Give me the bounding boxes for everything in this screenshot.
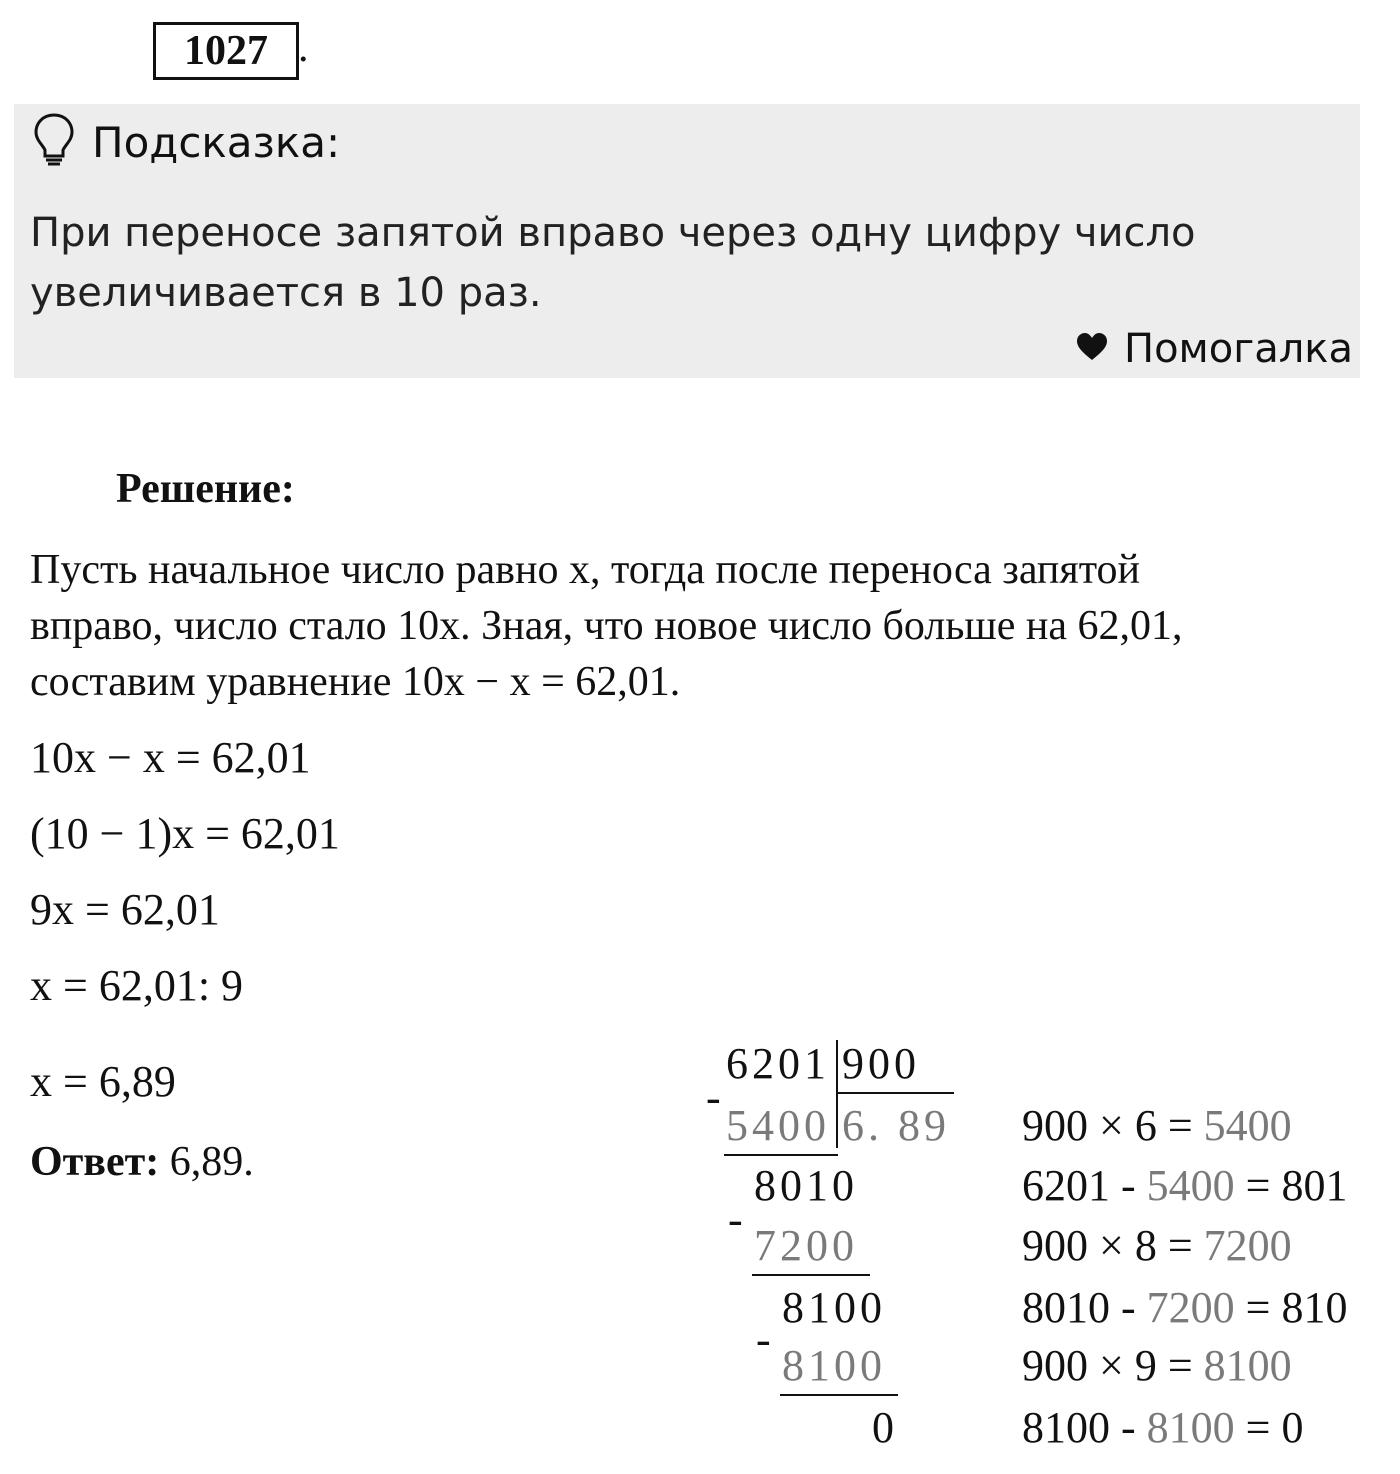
hint-text-line: При переносе запятой вправо через одну цифру число bbox=[30, 210, 1196, 256]
division-separator bbox=[836, 1040, 838, 1148]
hint-text-line: увеличивается в 10 раз. bbox=[30, 270, 542, 316]
answer-label: Ответ: bbox=[30, 1139, 160, 1185]
division-remainder: 8100 bbox=[782, 1283, 886, 1332]
solution-paragraph-line: Пусть начальное число равно x, тогда после переноса запятой bbox=[30, 547, 1140, 593]
heart-icon bbox=[1076, 332, 1108, 362]
division-remainder: 8010 bbox=[754, 1161, 858, 1210]
problem-number: 1027 bbox=[153, 22, 299, 80]
division-line bbox=[752, 1274, 870, 1276]
calc-line: 900 × 9 = 8100 bbox=[1022, 1341, 1292, 1390]
calc-line: 8010 - 7200 = 810 bbox=[1022, 1283, 1348, 1332]
answer-value: 6,89. bbox=[159, 1139, 254, 1185]
division-line bbox=[724, 1154, 838, 1156]
division-subtrahend: 5400 bbox=[726, 1101, 830, 1150]
division-minus: - bbox=[756, 1315, 771, 1364]
equation-step: x = 6,89 bbox=[30, 1057, 176, 1106]
division-line bbox=[780, 1394, 898, 1396]
division-divisor: 900 bbox=[842, 1039, 920, 1088]
lightbulb-icon bbox=[32, 112, 76, 168]
equation-step: 9x = 62,01 bbox=[30, 885, 220, 934]
division-subtrahend: 8100 bbox=[782, 1341, 886, 1390]
brand-label: Помогалка bbox=[1124, 326, 1353, 372]
problem-number-dot: . bbox=[298, 25, 309, 71]
division-minus: - bbox=[706, 1073, 721, 1122]
equation-step: 10x − x = 62,01 bbox=[30, 733, 311, 782]
division-dividend: 6201 bbox=[726, 1039, 830, 1088]
calc-line: 900 × 8 = 7200 bbox=[1022, 1221, 1292, 1270]
solution-paragraph-line: составим уравнение 10x − x = 62,01. bbox=[30, 659, 681, 705]
division-quotient: 6. 89 bbox=[842, 1101, 950, 1150]
answer bbox=[30, 1134, 254, 1190]
solution-paragraph-line: вправо, число стало 10x. Зная, что новое число больше на 62,01, bbox=[30, 603, 1183, 649]
solution-title: Решение: bbox=[116, 466, 295, 512]
division-minus: - bbox=[728, 1195, 743, 1244]
calc-line: 900 × 6 = 5400 bbox=[1022, 1101, 1292, 1150]
calc-line: 6201 - 5400 = 801 bbox=[1022, 1161, 1348, 1210]
division-divisor-line bbox=[838, 1092, 954, 1094]
equation-step: x = 62,01: 9 bbox=[30, 961, 244, 1010]
division-final-remainder: 0 bbox=[872, 1403, 898, 1452]
calc-line: 8100 - 8100 = 0 bbox=[1022, 1403, 1304, 1452]
division-subtrahend: 7200 bbox=[754, 1221, 858, 1270]
equation-step: (10 − 1)x = 62,01 bbox=[30, 809, 340, 858]
hint-title: Подсказка: bbox=[92, 118, 341, 167]
